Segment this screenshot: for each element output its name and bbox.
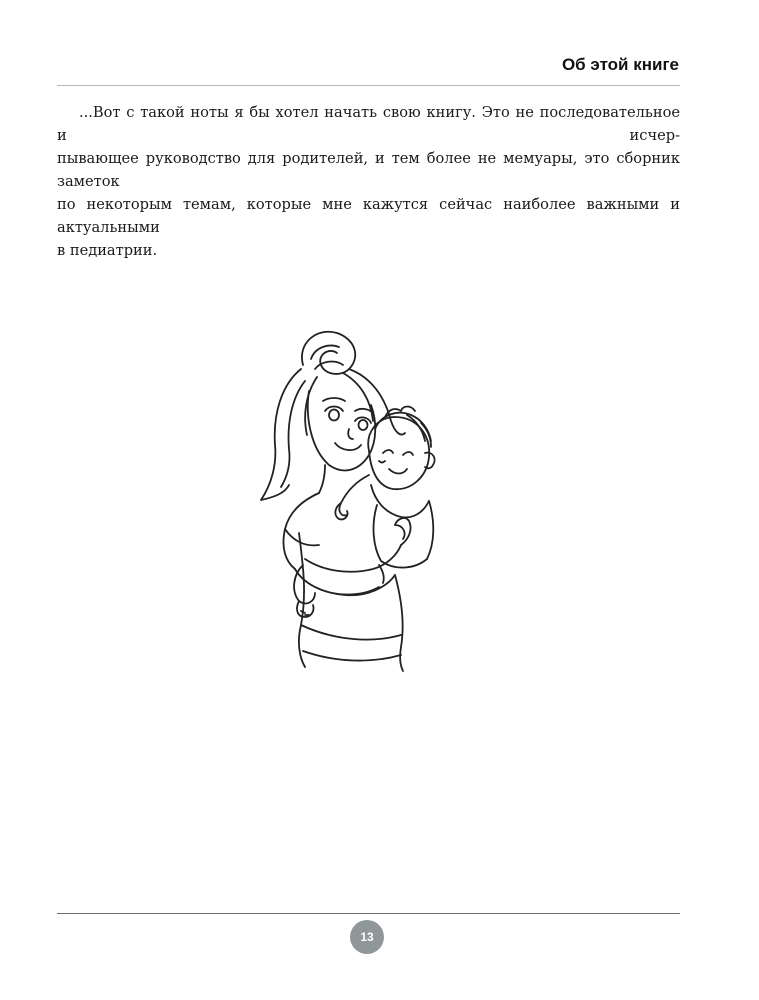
child-shirt-edge <box>427 501 433 559</box>
hair-outline-left <box>261 369 301 500</box>
header-divider <box>57 85 680 86</box>
footer-divider <box>57 913 680 914</box>
mother-left-pupil <box>329 410 339 421</box>
hair-outline-left-inner <box>281 381 305 487</box>
mother-waist <box>301 625 401 640</box>
child-shirt-lower <box>374 505 427 568</box>
hair-bun <box>302 332 355 374</box>
mother-eyebrow <box>323 398 345 401</box>
paragraph-line: по некоторым темам, которые мне кажутся сейчас наиболее важными и актуальными <box>57 196 680 236</box>
mother-hugging-child-illustration <box>245 325 465 675</box>
mother-nose <box>348 429 353 439</box>
child-left-eye <box>383 450 393 453</box>
page-number-badge: 13 <box>350 920 384 954</box>
child-right-eye <box>403 452 413 455</box>
hair-bun-detail <box>315 362 343 369</box>
child-smile <box>389 469 407 474</box>
running-head-title: Об этой книге <box>561 55 679 74</box>
mother-torso-left <box>299 533 305 667</box>
mother-hand <box>395 518 411 545</box>
body-paragraph <box>57 101 680 262</box>
child-pants <box>315 587 379 595</box>
mother-arm-lower <box>295 569 395 595</box>
paragraph-line: пывающее руководство для родителей, и тем более не мемуары, это сборник заметок <box>57 150 680 190</box>
mother-smile <box>335 443 361 450</box>
mother-neck <box>319 465 325 493</box>
child-cheek <box>379 461 385 463</box>
paragraph-line: ...Вот с такой ноты я бы хотел начать свою книгу. Это не последовательное и исчер- <box>57 104 680 144</box>
hair-strand <box>305 377 317 435</box>
child-hand <box>335 503 347 519</box>
mother-right-pupil <box>359 420 368 430</box>
mother-hand-fingers <box>395 525 405 539</box>
mother-face <box>308 391 375 470</box>
child-hair-strand <box>407 415 425 441</box>
mother-arm-upper <box>305 545 401 572</box>
mother-sleeve <box>285 529 319 545</box>
child-arm <box>339 475 369 515</box>
mother-hip-line <box>303 651 401 661</box>
mother-bracelet <box>379 565 384 583</box>
paragraph-line: в педиатрии. <box>57 242 158 259</box>
